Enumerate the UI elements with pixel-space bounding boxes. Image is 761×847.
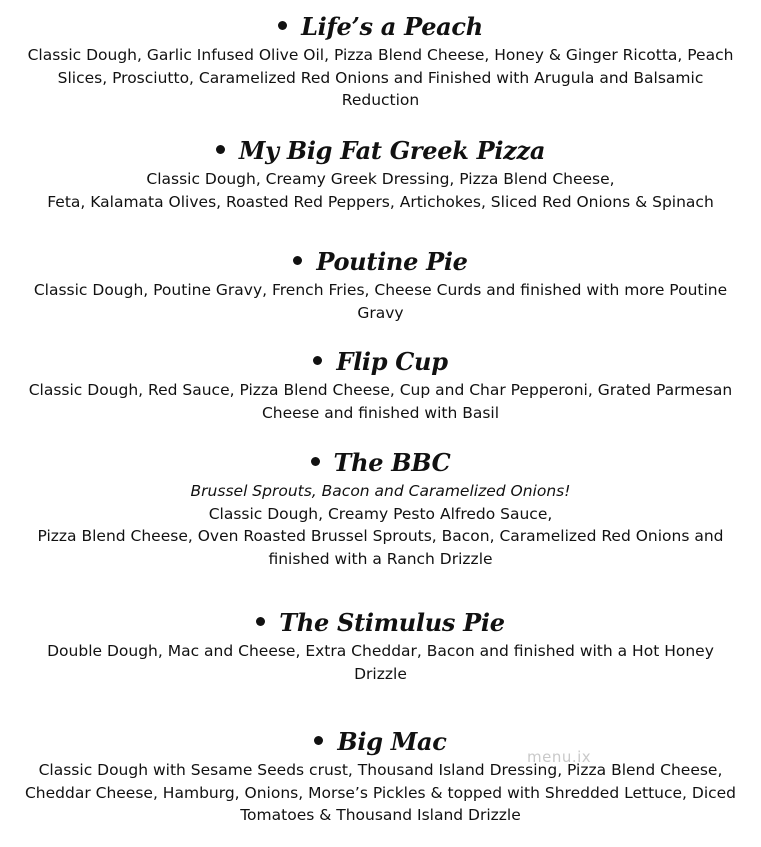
description-line: Drizzle: [354, 664, 407, 683]
menu-item-title: [20, 136, 741, 166]
description-line: Slices, Prosciutto, Caramelized Red Onions and Finished with Arugula and Balsamic: [57, 68, 704, 87]
description-line: Classic Dough, Garlic Infused Olive Oil, Pizza Blend Cheese, Honey & Ginger Ricotta, Peach: [27, 46, 734, 64]
menu-item-title: [20, 608, 741, 638]
description-line: Double Dough, Mac and Cheese, Extra Cheddar, Bacon and finished with a Hot Honey: [47, 642, 714, 660]
menu-item-big-mac: [20, 727, 741, 827]
description-line: Feta, Kalamata Olives, Roasted Red Peppers, Artichokes, Sliced Red Onions & Spinach: [47, 192, 714, 211]
description-line: Cheese and finished with Basil: [261, 403, 500, 422]
menu-item-description: [20, 44, 741, 112]
menu-item-flip-cup: [20, 347, 741, 424]
description-line: Cheddar Cheese, Hamburg, Onions, Morse’s Pickles & topped with Shredded Lettuce, Diced: [24, 783, 737, 802]
menu-item-tagline: Brussel Sprouts, Bacon and Caramelized Onions!: [190, 482, 571, 500]
description-line: Classic Dough, Red Sauce, Pizza Blend Cheese, Cup and Char Pepperoni, Grated Parmesan: [28, 381, 733, 399]
menu-item-description: [20, 279, 741, 324]
description-line: finished with a Ranch Drizzle: [268, 549, 493, 568]
bullet-icon: [314, 736, 323, 745]
bullet-icon: [256, 617, 265, 626]
bullet-icon: [311, 457, 320, 466]
description-line: Classic Dough, Creamy Pesto Alfredo Sauce,: [208, 504, 553, 523]
menu-item-name: Big Mac: [337, 727, 447, 756]
menu-item-name: The Stimulus Pie: [279, 608, 505, 637]
menu-item-description: [20, 759, 741, 827]
description-line: Classic Dough, Poutine Gravy, French Fries, Cheese Curds and finished with more Poutine: [33, 281, 728, 299]
bullet-icon: [313, 356, 322, 365]
bullet-icon: [293, 256, 302, 265]
menu-item-name: Flip Cup: [336, 347, 448, 376]
menu-item-description: [20, 480, 741, 570]
menu-item-name: The BBC: [333, 448, 451, 477]
menu-item-my-big-fat-greek-pizza: [20, 136, 741, 213]
menu-item-lifes-a-peach: [20, 12, 741, 112]
menu-item-title: [20, 12, 741, 42]
menu-item-title: [20, 727, 741, 757]
description-line: Tomatoes & Thousand Island Drizzle: [240, 806, 521, 824]
menu-item-name: Life’s a Peach: [301, 12, 483, 41]
description-line: Pizza Blend Cheese, Oven Roasted Brussel Sprouts, Bacon, Caramelized Red Onions and: [37, 527, 724, 545]
menu-item-name: Poutine Pie: [316, 247, 468, 276]
menu-item-name: My Big Fat Greek Pizza: [238, 136, 546, 165]
menu-item-description: [20, 168, 741, 213]
description-line: Classic Dough with Sesame Seeds crust, Thousand Island Dressing, Pizza Blend Cheese,: [38, 761, 723, 779]
menu-item-the-stimulus-pie: [20, 608, 741, 685]
menu-item-title: [20, 347, 741, 377]
bullet-icon: [216, 145, 225, 154]
menu-item-the-bbc: [20, 448, 741, 570]
menu-item-description: [20, 640, 741, 685]
menu-item-description: [20, 379, 741, 424]
menu-item-title: [20, 448, 741, 478]
menu-item-poutine-pie: [20, 247, 741, 324]
bullet-icon: [278, 21, 287, 30]
watermark: menu.ix: [527, 748, 592, 766]
description-line: Classic Dough, Creamy Greek Dressing, Pizza Blend Cheese,: [146, 170, 615, 188]
menu-item-title: [20, 247, 741, 277]
description-line: Reduction: [341, 91, 420, 109]
description-line: Gravy: [357, 303, 404, 322]
